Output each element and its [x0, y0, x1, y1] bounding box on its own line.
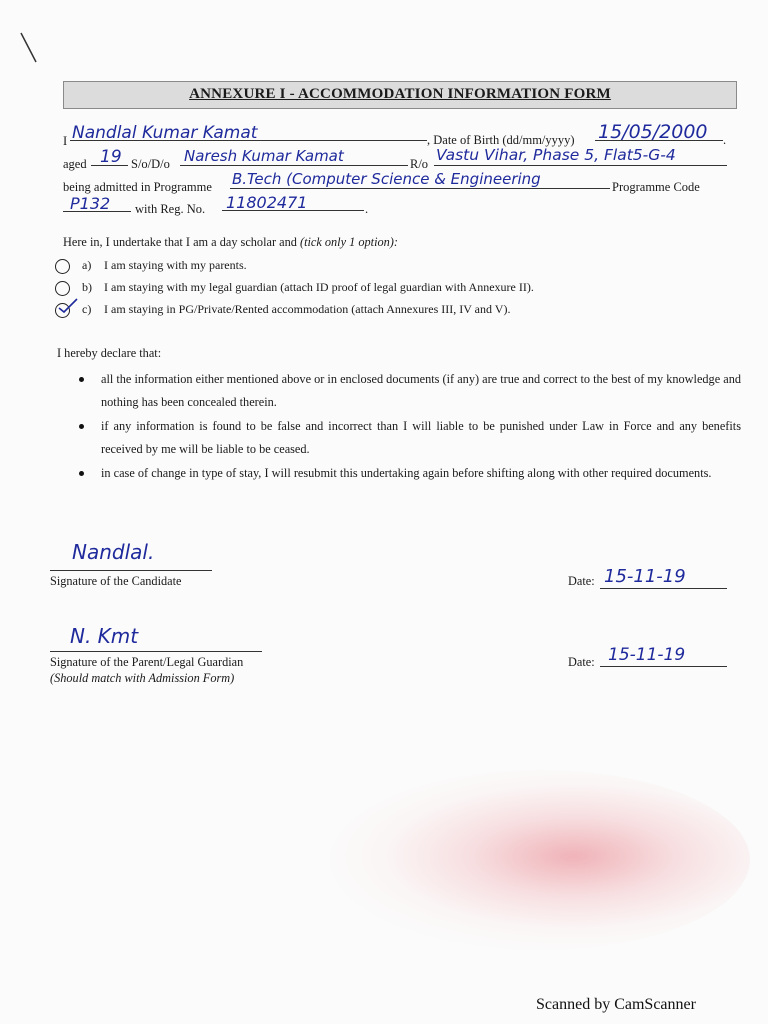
bullet-1 — [79, 377, 84, 382]
tick-mark-icon — [55, 296, 81, 316]
parent-name-field[interactable]: Naresh Kumar Kamat — [184, 147, 344, 165]
reg-label: with Reg. No. — [135, 202, 206, 216]
option-a-text: I am staying with my parents. — [104, 258, 247, 272]
guardian-sig-line — [50, 651, 262, 652]
candidate-date-label: Date: — [568, 574, 595, 588]
title-box — [63, 81, 737, 109]
guardian-date-label: Date: — [568, 655, 595, 669]
reg-dot: . — [365, 202, 369, 216]
programme-field[interactable]: B.Tech (Computer Science & Engineering — [232, 170, 541, 188]
parent-line — [180, 165, 408, 166]
programme-code-field[interactable]: P132 — [70, 194, 111, 213]
candidate-sig-label: Signature of the Candidate — [50, 574, 182, 588]
guardian-signature: N. Kmt — [70, 624, 139, 648]
declare-item-3: in case of change in type of stay, I will resubmit this undertaking again before shifting along with other required documents. — [101, 466, 712, 480]
undertake-intro-text: Here in, I undertake that I am a day scholar and — [63, 235, 297, 249]
residence-field[interactable]: Vastu Vihar, Phase 5, Flat5-G-4 — [436, 146, 676, 164]
residence-line — [434, 165, 727, 166]
admitted-label: being admitted in Programme — [63, 180, 212, 194]
option-a-letter: a) — [82, 258, 92, 272]
scratch-mark — [18, 30, 42, 66]
scan-stain — [330, 770, 750, 950]
candidate-signature: Nandlal. — [72, 540, 155, 564]
option-a-radio[interactable] — [55, 259, 70, 274]
reg-no-field[interactable]: 11802471 — [226, 193, 308, 212]
declare-item-1: all the information either mentioned above or in enclosed documents (if any) are true and correct to the best of my knowledge and nothing has been concealed therein. — [101, 372, 741, 409]
undertake-intro — [63, 235, 398, 250]
guardian-note: (Should match with Admission Form) — [50, 671, 235, 685]
dob-label: , Date of Birth (dd/mm/yyyy) — [427, 133, 575, 147]
bullet-2 — [79, 424, 84, 429]
option-b-letter: b) — [82, 280, 92, 294]
declare-item-2: if any information is found to be false and incorrect than I will liable to be punished under Law in Force and any benefits received by me will be liable to be ceased. — [101, 419, 741, 456]
ro-label: R/o — [410, 157, 429, 171]
bullet-3 — [79, 471, 84, 476]
option-c-letter: c) — [82, 302, 92, 316]
form-title: ANNEXURE I - ACCOMMODATION INFORMATION FORM — [189, 86, 611, 102]
i-label: I — [63, 134, 68, 148]
candidate-date: 15-11-19 — [604, 566, 686, 587]
sodo-label: S/o/D/o — [131, 157, 170, 171]
age-field[interactable]: 19 — [100, 147, 122, 167]
programme-line — [230, 188, 610, 189]
candidate-date-line — [600, 588, 727, 589]
guardian-date: 15-11-19 — [608, 645, 686, 665]
undertake-intro-italic: (tick only 1 option): — [299, 235, 398, 249]
option-b-text: I am staying with my legal guardian (attach ID proof of legal guardian with Annexure II). — [104, 280, 534, 294]
dob-field[interactable]: 15/05/2000 — [598, 121, 708, 143]
dob-dot: . — [723, 133, 727, 147]
scanner-watermark: Scanned by CamScanner — [536, 996, 696, 1013]
candidate-sig-line — [50, 570, 212, 571]
guardian-sig-label: Signature of the Parent/Legal Guardian — [50, 655, 244, 669]
guardian-date-line — [600, 666, 727, 667]
option-c-text: I am staying in PG/Private/Rented accommodation (attach Annexures III, IV and V). — [104, 302, 511, 316]
option-b-radio[interactable] — [55, 281, 70, 296]
aged-label: aged — [63, 157, 87, 171]
programme-code-label: Programme Code — [612, 180, 700, 194]
name-field[interactable]: Nandlal Kumar Kamat — [72, 123, 258, 143]
declare-heading: I hereby declare that: — [57, 346, 162, 360]
